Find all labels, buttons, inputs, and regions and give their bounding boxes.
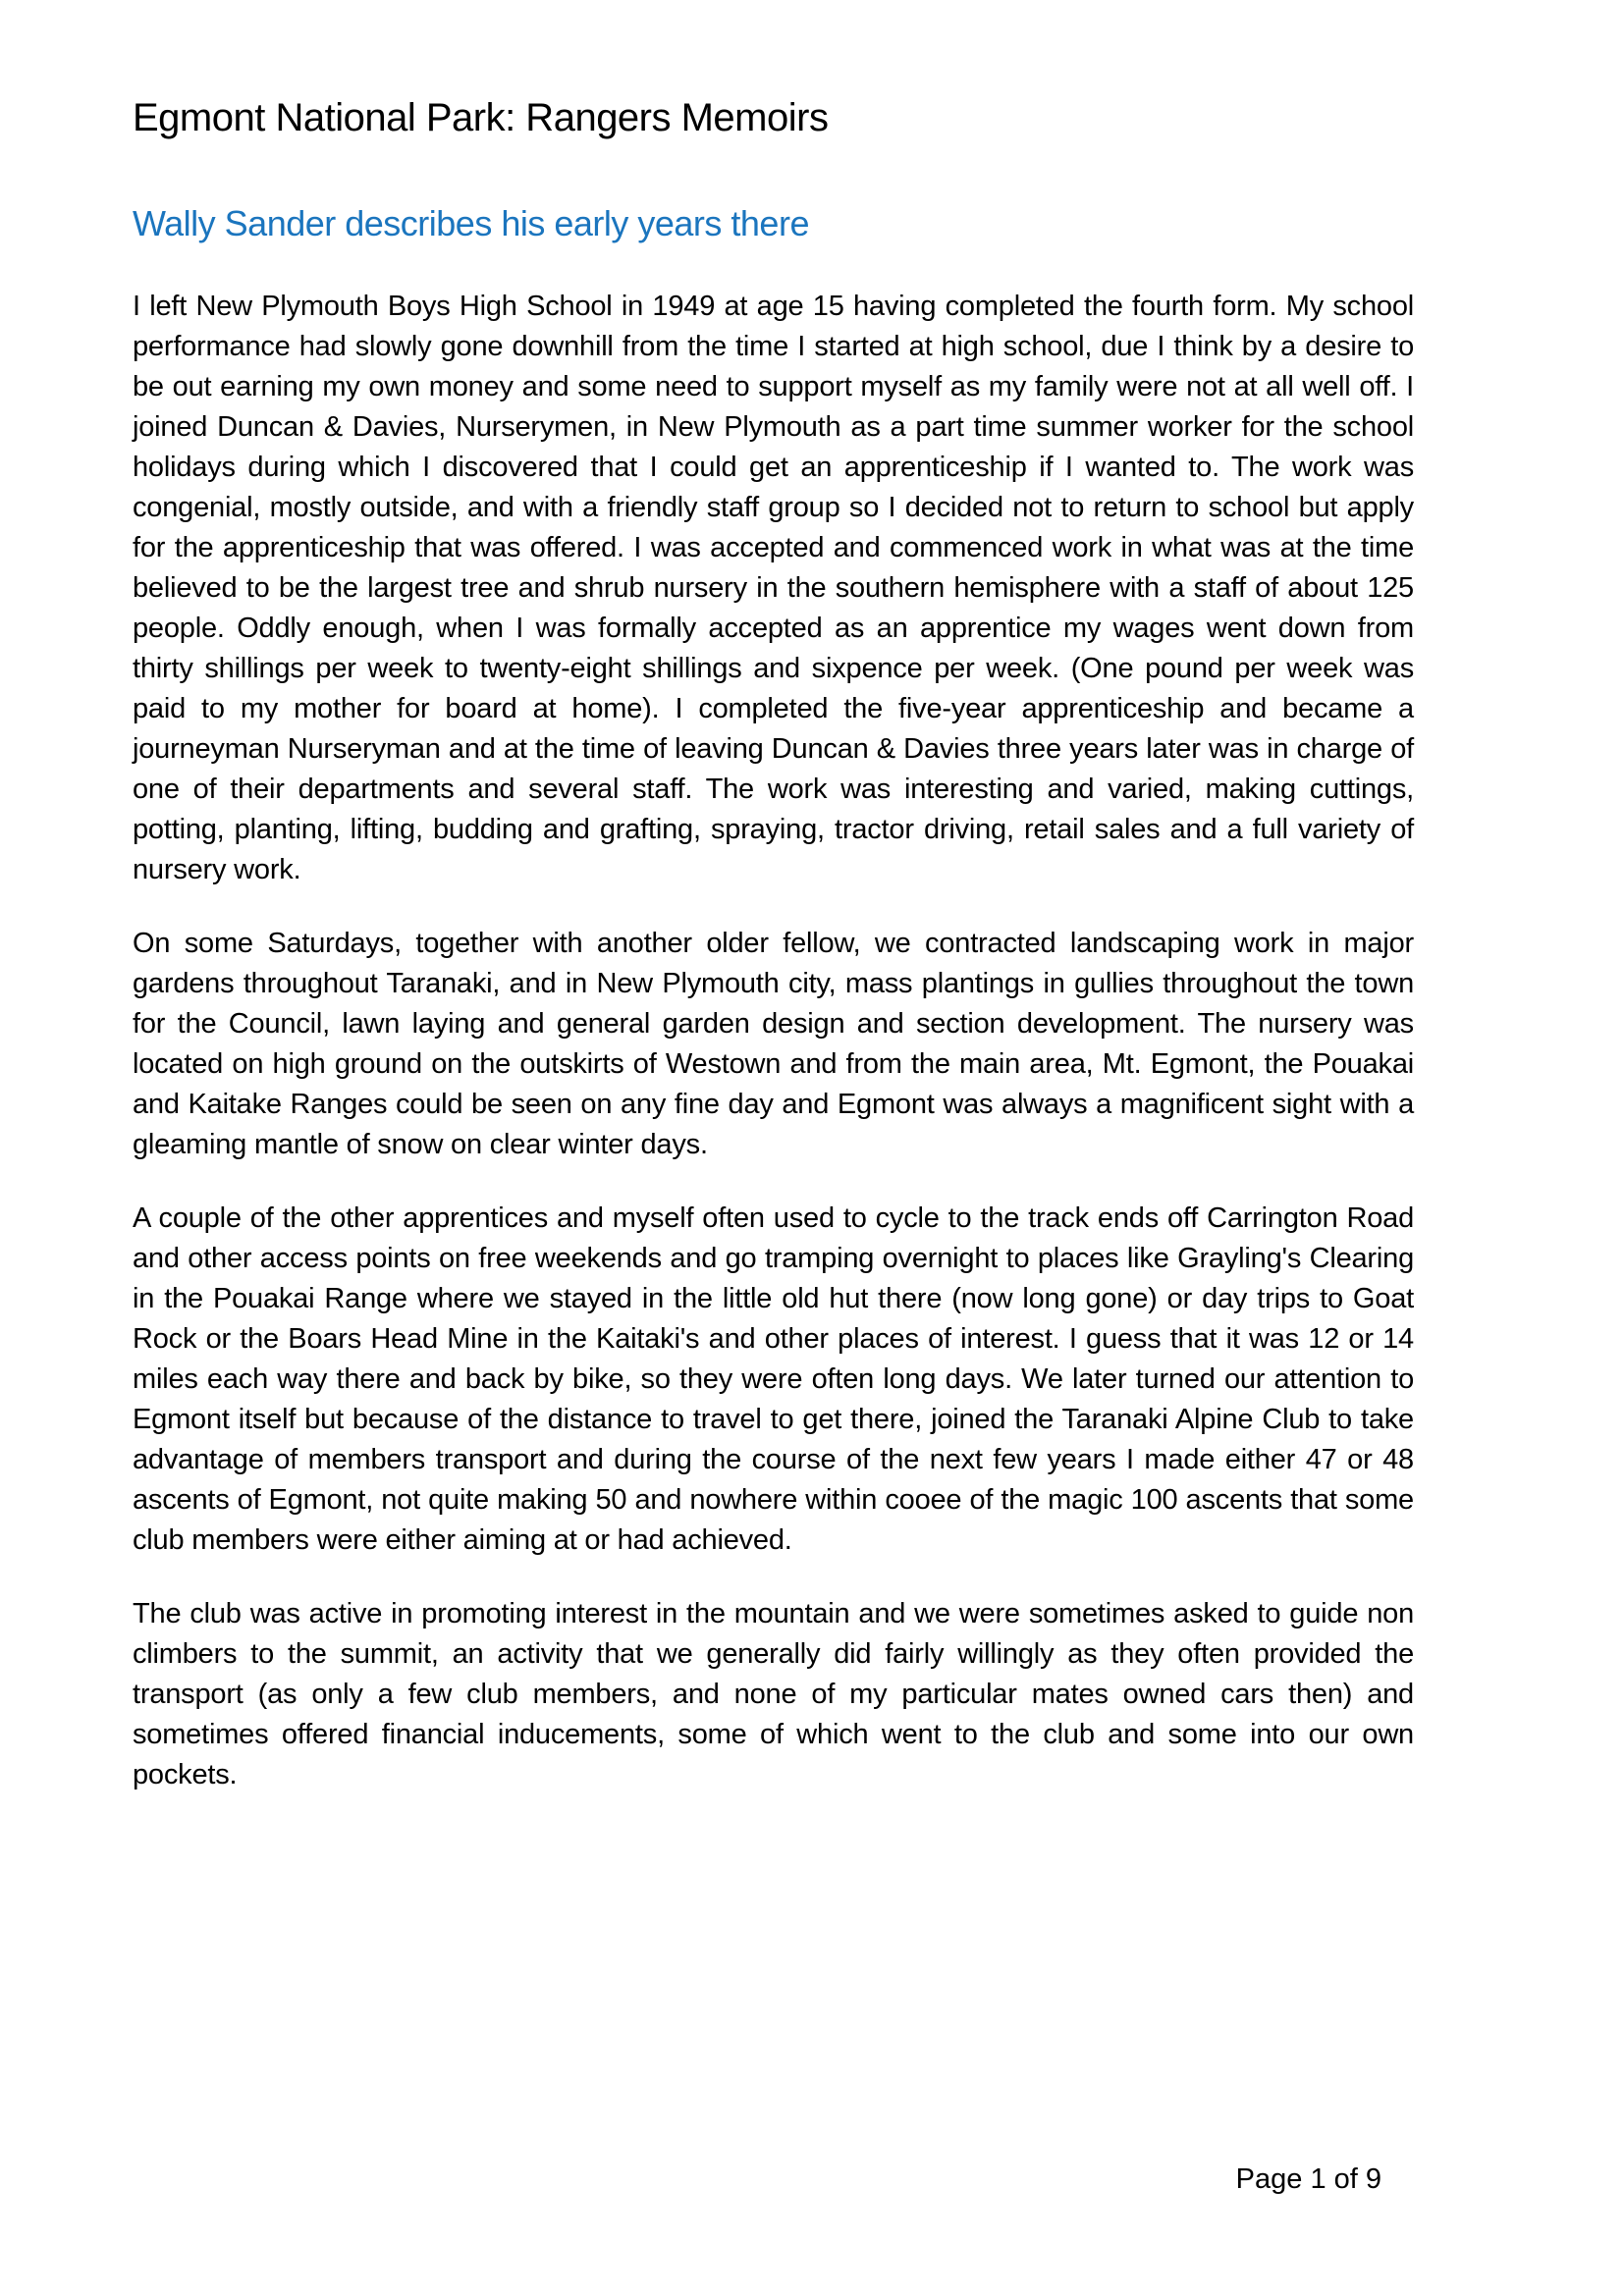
page-title: Egmont National Park: Rangers Memoirs (133, 96, 829, 139)
body-paragraph: A couple of the other apprentices and myself often used to cycle to the track ends off Carrington Road and other access points on free weekends and go tramping overnight to places like Grayling's Clearing in the Pouakai Range where we stayed in the little old hut there (now long gone) or day trips to Goat Rock or the Boars Head Mine in the Kaitaki's and other places of interest. I guess that it was 12 or 14 miles each way there and back by bike, so they were often long days. We later turned our attention to Egmont itself but because of the distance to travel to get there, joined the Taranaki Alpine Club to take advantage of members transport and during the course of the next few years I made either 47 or 48 ascents of Egmont, not quite making 50 and nowhere within cooee of the magic 100 ascents that some club members were either aiming at or had achieved. (133, 1202, 1414, 1556)
page-number: Page 1 of 9 (1235, 2163, 1381, 2195)
document-body (133, 287, 1414, 1795)
body-paragraph: On some Saturdays, together with another older fellow, we contracted landscaping work in major gardens throughout Taranaki, and in New Plymouth city, mass plantings in gullies throughout the town for the Council, lawn laying and general garden design and section development. The nursery was located on high ground on the outskirts of Westown and from the main area, Mt. Egmont, the Pouakai and Kaitake Ranges could be seen on any fine day and Egmont was always a magnificent sight with a gleaming mantle of snow on clear winter days. (133, 928, 1414, 1160)
body-paragraph: I left New Plymouth Boys High School in 1949 at age 15 having completed the fourth form. My school performance had slowly gone downhill from the time I started at high school, due I think by a desire to be out earning my own money and some need to support myself as my family were not at all well off. I joined Duncan & Davies, Nurserymen, in New Plymouth as a part time summer worker for the school holidays during which I discovered that I could get an apprenticeship if I wanted to. The work was congenial, mostly outside, and with a friendly staff group so I decided not to return to school but apply for the apprenticeship that was offered. I was accepted and commenced work in what was at the time believed to be the largest tree and shrub nursery in the southern hemisphere with a staff of about 125 people. Oddly enough, when I was formally accepted as an apprentice my wages went down from thirty shillings per week to twenty-eight shillings and sixpence per week. (One pound per week was paid to my mother for board at home). I completed the five-year apprenticeship and became a journeyman Nurseryman and at the time of leaving Duncan & Davies three years later was in charge of one of their departments and several staff. The work was interesting and varied, making cuttings, potting, planting, lifting, budding and grafting, spraying, tractor driving, retail sales and a full variety of nursery work. (133, 291, 1414, 885)
body-paragraph: The club was active in promoting interest in the mountain and we were sometimes asked to guide non climbers to the summit, an activity that we generally did fairly willingly as they often provided the transport (as only a few club members, and none of my particular mates owned cars then) and sometimes offered financial inducements, some of which went to the club and some into our own pockets. (133, 1598, 1414, 1790)
section-heading: Wally Sander describes his early years there (133, 203, 809, 243)
